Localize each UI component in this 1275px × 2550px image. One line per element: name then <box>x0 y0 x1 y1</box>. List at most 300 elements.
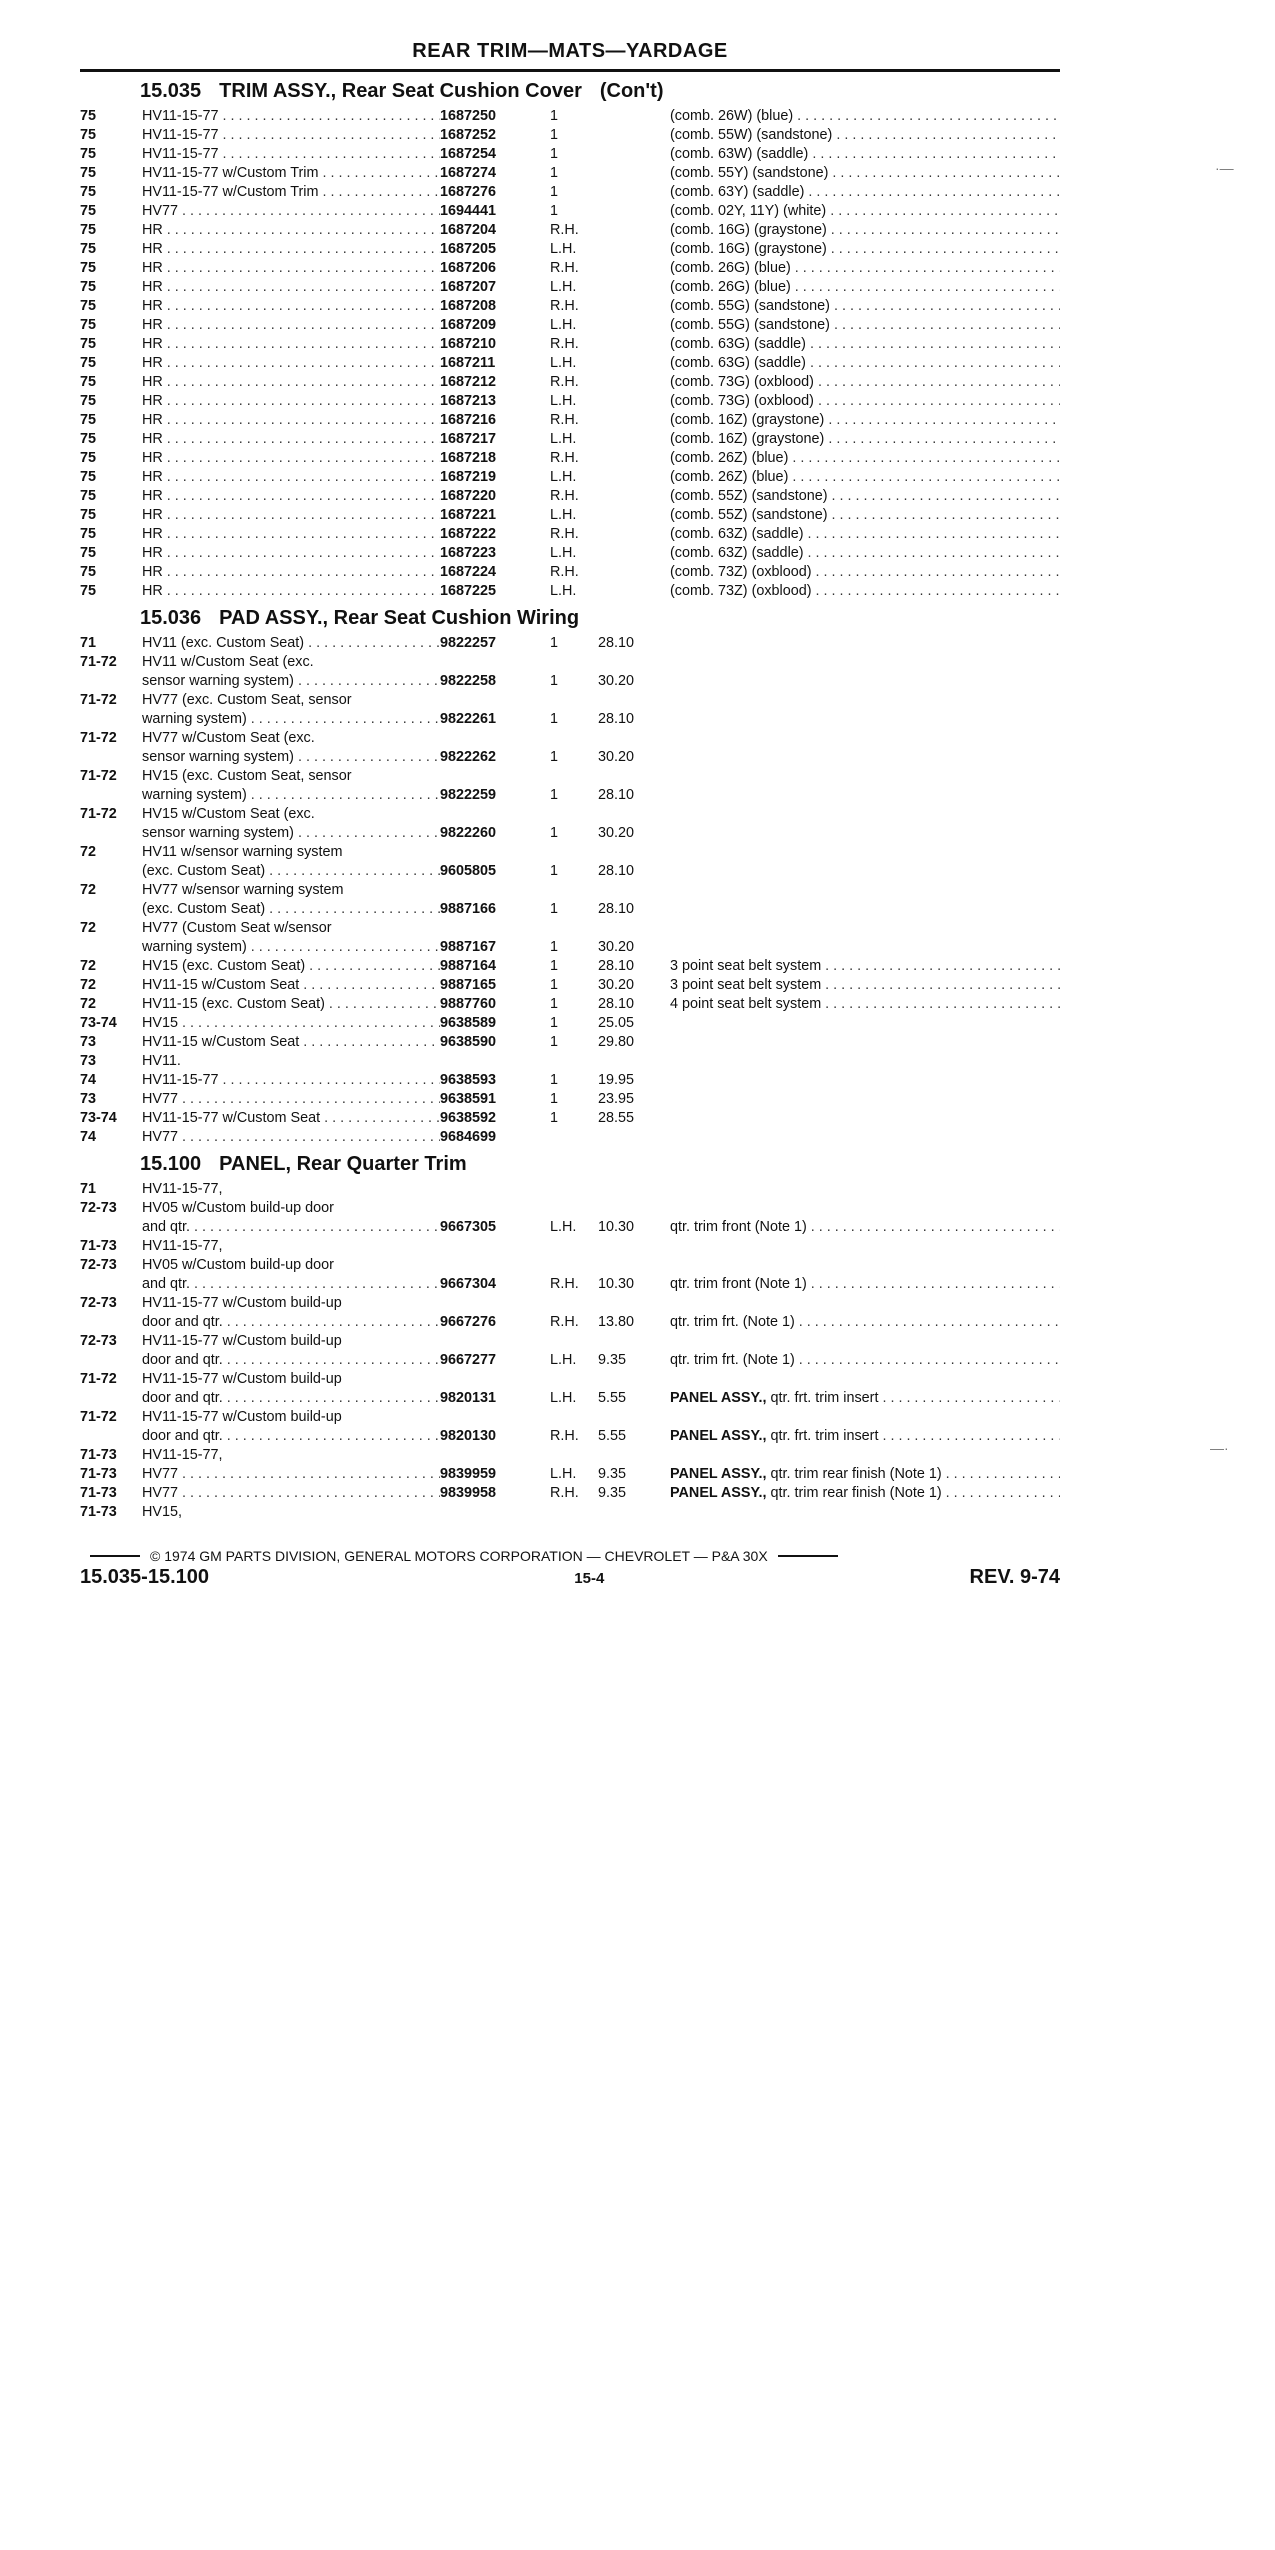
year-cell <box>80 710 142 729</box>
year-cell: 75 <box>80 374 97 390</box>
quantity-cell: R.H. <box>550 450 579 466</box>
quantity-cell: R.H. <box>550 526 579 542</box>
part-number-cell: 1687224 <box>440 564 497 580</box>
year-cell: 75 <box>80 222 97 238</box>
parts-table <box>80 1180 1060 1522</box>
year-cell: 75 <box>80 146 97 162</box>
table-row <box>80 843 1060 862</box>
note-cell: (comb. 63Z) (saddle) . . . <box>670 525 1060 544</box>
note-cell <box>670 881 1060 900</box>
description-cell: HR . . . <box>142 411 440 430</box>
note-cell: (comb. 16G) (graystone) . . . <box>670 240 1060 259</box>
year-cell: 73-74 <box>80 1015 117 1031</box>
year-cell: 73 <box>80 1053 97 1069</box>
description-cell: HR . . . <box>142 373 440 392</box>
price-cell <box>598 468 670 487</box>
year-cell: 72-73 <box>80 1295 117 1311</box>
description-cell: door and qtr. . . . <box>142 1389 440 1408</box>
part-number-cell <box>440 1199 550 1218</box>
part-number-cell: 1687205 <box>440 241 497 257</box>
section-heading: PAD ASSY., Rear Seat Cushion Wiring <box>219 607 580 629</box>
quantity-cell: L.H. <box>550 1219 577 1235</box>
part-number-cell <box>440 919 550 938</box>
footer-copyright: © 1974 GM PARTS DIVISION, GENERAL MOTORS CORPORATION — CHEVROLET — P&A 30X <box>150 1548 768 1564</box>
quantity-cell: R.H. <box>550 336 579 352</box>
year-cell: 71-72 <box>80 1371 117 1387</box>
part-number-cell: 1687217 <box>440 431 497 447</box>
footer-copyright-line <box>80 1548 1060 1564</box>
table-row <box>80 1275 1060 1294</box>
part-number-cell <box>440 729 550 748</box>
description-cell: HV11-15-77 . . . <box>142 1071 440 1090</box>
table-row <box>80 411 1060 430</box>
quantity-cell: L.H. <box>550 431 577 447</box>
note-cell: (comb. 63W) (saddle) . . . <box>670 145 1060 164</box>
part-number-cell: 1687220 <box>440 488 497 504</box>
part-number-cell <box>440 1237 550 1256</box>
part-number-cell: 9684699 <box>440 1129 497 1145</box>
note-cell <box>670 1294 1060 1313</box>
part-number-cell: 1687209 <box>440 317 497 333</box>
part-number-cell: 1687274 <box>440 165 497 181</box>
year-cell <box>80 786 142 805</box>
year-cell <box>80 824 142 843</box>
note-cell: (comb. 63Z) (saddle) . . . <box>670 544 1060 563</box>
table-row <box>80 1389 1060 1408</box>
price-cell <box>598 767 670 786</box>
description-cell: door and qtr. . . . <box>142 1351 440 1370</box>
part-number-cell: 9638590 <box>440 1034 497 1050</box>
description-cell: HV15 w/Custom Seat (exc. <box>142 806 315 822</box>
year-cell: 75 <box>80 564 97 580</box>
note-cell: 3 point seat belt system . . . <box>670 976 1060 995</box>
table-row <box>80 1294 1060 1313</box>
note-cell <box>670 938 1060 957</box>
description-cell: HV11-15-77 w/Custom Seat . . . <box>142 1109 440 1128</box>
table-row <box>80 1332 1060 1351</box>
part-number-cell: 1687207 <box>440 279 497 295</box>
table-row <box>80 957 1060 976</box>
quantity-cell: 1 <box>550 749 559 765</box>
description-cell: HV77 . . . <box>142 1090 440 1109</box>
part-number-cell: 1687221 <box>440 507 497 523</box>
table-row <box>80 1446 1060 1465</box>
note-cell: (comb. 16Z) (graystone) . . . <box>670 430 1060 449</box>
description-cell: warning system) . . . <box>142 786 440 805</box>
price-cell <box>598 278 670 297</box>
year-cell: 75 <box>80 279 97 295</box>
year-cell <box>80 862 142 881</box>
table-row <box>80 164 1060 183</box>
part-number-cell: 9822262 <box>440 749 497 765</box>
quantity-cell: 1 <box>550 787 559 803</box>
part-number-cell: 9822261 <box>440 711 497 727</box>
note-cell <box>670 1503 1060 1522</box>
description-cell: HR . . . <box>142 354 440 373</box>
table-row <box>80 430 1060 449</box>
description-cell: HV77 w/sensor warning system <box>142 882 344 898</box>
year-cell: 72 <box>80 996 97 1012</box>
quantity-cell: L.H. <box>550 317 577 333</box>
quantity-cell <box>550 1256 598 1275</box>
note-cell <box>670 1014 1060 1033</box>
quantity-cell: 1 <box>550 711 559 727</box>
description-cell: HV11-15-77 w/Custom Trim . . . <box>142 164 440 183</box>
part-number-cell: 9887167 <box>440 939 497 955</box>
part-number-cell: 1687208 <box>440 298 497 314</box>
price-cell: 30.20 <box>598 939 635 955</box>
part-number-cell <box>440 1256 550 1275</box>
part-number-cell: 1687216 <box>440 412 497 428</box>
price-cell <box>598 373 670 392</box>
table-row <box>80 1180 1060 1199</box>
note-cell <box>670 1180 1060 1199</box>
description-cell: HV11-15-77 . . . <box>142 107 440 126</box>
price-cell <box>598 430 670 449</box>
year-cell: 71-73 <box>80 1238 117 1254</box>
table-row <box>80 145 1060 164</box>
description-cell: HV11-15-77 . . . <box>142 145 440 164</box>
price-cell: 30.20 <box>598 977 635 993</box>
price-cell: 29.80 <box>598 1034 635 1050</box>
note-cell <box>670 1237 1060 1256</box>
part-number-cell: 9667276 <box>440 1314 497 1330</box>
quantity-cell <box>550 767 598 786</box>
note-cell: (comb. 63Y) (saddle) . . . <box>670 183 1060 202</box>
year-cell: 72-73 <box>80 1333 117 1349</box>
year-cell <box>80 1313 142 1332</box>
table-row <box>80 316 1060 335</box>
part-number-cell: 1687211 <box>440 355 496 371</box>
part-number-cell: 1687213 <box>440 393 497 409</box>
table-row <box>80 582 1060 601</box>
price-cell <box>598 544 670 563</box>
part-number-cell: 1687276 <box>440 184 497 200</box>
description-cell: and qtr. . . . <box>142 1275 440 1294</box>
table-row <box>80 297 1060 316</box>
description-cell: HV77 . . . <box>142 1465 440 1484</box>
note-cell <box>670 672 1060 691</box>
table-row <box>80 240 1060 259</box>
quantity-cell <box>550 843 598 862</box>
part-number-cell: 1687218 <box>440 450 497 466</box>
note-cell: (comb. 55G) (sandstone) . . . <box>670 316 1060 335</box>
description-cell: and qtr. . . . <box>142 1218 440 1237</box>
quantity-cell: 1 <box>550 1015 559 1031</box>
price-cell: 10.30 <box>598 1276 635 1292</box>
year-cell: 71-72 <box>80 806 117 822</box>
description-cell: sensor warning system) . . . <box>142 748 440 767</box>
note-cell: (comb. 02Y, 11Y) (white) . . . <box>670 202 1060 221</box>
part-number-cell: 1687206 <box>440 260 497 276</box>
note-cell: (comb. 55Y) (sandstone) . . . <box>670 164 1060 183</box>
note-cell <box>670 1408 1060 1427</box>
price-cell <box>598 843 670 862</box>
footer-revision: REV. 9-74 <box>969 1566 1060 1588</box>
description-cell: sensor warning system) . . . <box>142 672 440 691</box>
note-cell: qtr. trim frt. (Note 1) . . . <box>670 1351 1060 1370</box>
description-cell: HV77 (Custom Seat w/sensor <box>142 920 332 936</box>
price-cell: 9.35 <box>598 1485 627 1501</box>
note-cell: (comb. 63G) (saddle) . . . <box>670 354 1060 373</box>
year-cell: 75 <box>80 450 97 466</box>
quantity-cell: R.H. <box>550 374 579 390</box>
table-row <box>80 1109 1060 1128</box>
part-number-cell: 9638593 <box>440 1072 497 1088</box>
description-cell: HV11. <box>142 1053 181 1069</box>
description-cell: HV11-15-77 w/Custom build-up <box>142 1371 342 1387</box>
quantity-cell <box>550 1446 598 1465</box>
note-cell: 3 point seat belt system . . . <box>670 957 1060 976</box>
table-row <box>80 1218 1060 1237</box>
price-cell: 13.80 <box>598 1314 635 1330</box>
price-cell <box>598 316 670 335</box>
description-cell: HV11-15-77, <box>142 1447 223 1463</box>
quantity-cell: L.H. <box>550 279 577 295</box>
part-number-cell <box>440 881 550 900</box>
price-cell <box>598 1180 670 1199</box>
quantity-cell <box>550 919 598 938</box>
year-cell: 71 <box>80 635 97 651</box>
table-row <box>80 938 1060 957</box>
footer-rule-left <box>90 1555 140 1557</box>
header-rule <box>80 69 1060 72</box>
part-number-cell <box>440 1370 550 1389</box>
year-cell: 71-72 <box>80 730 117 746</box>
table-row <box>80 729 1060 748</box>
price-cell <box>598 202 670 221</box>
section-number: 15.100 <box>140 1153 202 1175</box>
table-row <box>80 107 1060 126</box>
description-cell: HV11-15 (exc. Custom Seat) . . . <box>142 995 440 1014</box>
description-cell: HR . . . <box>142 316 440 335</box>
description-cell: HV05 w/Custom build-up door <box>142 1257 334 1273</box>
price-cell <box>598 582 670 601</box>
description-cell: HV11-15-77, <box>142 1181 223 1197</box>
year-cell <box>80 1427 142 1446</box>
note-cell: PANEL ASSY., qtr. trim rear finish (Note 1) . . . <box>670 1465 1060 1484</box>
price-cell: 30.20 <box>598 749 635 765</box>
year-cell: 75 <box>80 241 97 257</box>
part-number-cell: 9887166 <box>440 901 497 917</box>
table-row <box>80 691 1060 710</box>
note-cell: PANEL ASSY., qtr. trim rear finish (Note 1) . . . <box>670 1484 1060 1503</box>
year-cell <box>80 748 142 767</box>
part-number-cell <box>440 1332 550 1351</box>
table-row <box>80 881 1060 900</box>
note-cell: (comb. 73Z) (oxblood) . . . <box>670 582 1060 601</box>
description-cell: HR . . . <box>142 525 440 544</box>
table-row <box>80 221 1060 240</box>
year-cell: 73 <box>80 1091 97 1107</box>
quantity-cell <box>550 653 598 672</box>
note-cell <box>670 1128 1060 1147</box>
description-cell: HR . . . <box>142 240 440 259</box>
year-cell: 75 <box>80 545 97 561</box>
year-cell: 75 <box>80 317 97 333</box>
year-cell: 75 <box>80 507 97 523</box>
year-cell: 72 <box>80 882 97 898</box>
quantity-cell: L.H. <box>550 469 577 485</box>
part-number-cell <box>440 1294 550 1313</box>
quantity-cell: L.H. <box>550 1466 577 1482</box>
parts-table <box>80 634 1060 1147</box>
price-cell <box>598 126 670 145</box>
description-cell: HR . . . <box>142 563 440 582</box>
description-cell: HV77 . . . <box>142 1484 440 1503</box>
part-number-cell: 1687254 <box>440 146 497 162</box>
table-row <box>80 710 1060 729</box>
note-cell: (comb. 16Z) (graystone) . . . <box>670 411 1060 430</box>
quantity-cell: L.H. <box>550 393 577 409</box>
price-cell <box>598 691 670 710</box>
table-row <box>80 1237 1060 1256</box>
quantity-cell: R.H. <box>550 564 579 580</box>
description-cell: HV77 . . . <box>142 1128 440 1147</box>
part-number-cell <box>440 1408 550 1427</box>
footer-rule-right <box>778 1555 838 1557</box>
note-cell <box>670 729 1060 748</box>
quantity-cell <box>550 1294 598 1313</box>
quantity-cell: 1 <box>550 146 559 162</box>
part-number-cell: 9887165 <box>440 977 497 993</box>
year-cell: 75 <box>80 393 97 409</box>
note-cell <box>670 824 1060 843</box>
part-number-cell <box>440 1052 550 1071</box>
note-cell <box>670 1090 1060 1109</box>
note-cell: (comb. 73Z) (oxblood) . . . <box>670 563 1060 582</box>
parts-table <box>80 107 1060 601</box>
note-cell: qtr. trim frt. (Note 1) . . . <box>670 1313 1060 1332</box>
year-cell: 71-72 <box>80 1409 117 1425</box>
price-cell <box>598 145 670 164</box>
price-cell: 19.95 <box>598 1072 635 1088</box>
description-cell: HV15 (exc. Custom Seat, sensor <box>142 768 352 784</box>
price-cell <box>598 1446 670 1465</box>
quantity-cell: L.H. <box>550 545 577 561</box>
price-cell <box>598 1128 670 1147</box>
quantity-cell <box>550 1128 598 1147</box>
price-cell <box>598 1370 670 1389</box>
price-cell: 28.10 <box>598 863 635 879</box>
quantity-cell <box>550 881 598 900</box>
note-cell <box>670 634 1060 653</box>
description-cell: HR . . . <box>142 297 440 316</box>
part-number-cell: 9822258 <box>440 673 497 689</box>
description-cell: warning system) . . . <box>142 938 440 957</box>
year-cell: 72 <box>80 958 97 974</box>
year-cell: 71-73 <box>80 1485 117 1501</box>
part-number-cell: 9638592 <box>440 1110 497 1126</box>
quantity-cell: 1 <box>550 939 559 955</box>
table-row <box>80 373 1060 392</box>
footer-section-range: 15.035-15.100 <box>80 1566 210 1588</box>
price-cell: 23.95 <box>598 1091 635 1107</box>
note-cell: (comb. 55G) (sandstone) . . . <box>670 297 1060 316</box>
part-number-cell: 1687204 <box>440 222 497 238</box>
quantity-cell <box>550 729 598 748</box>
description-cell: HR . . . <box>142 544 440 563</box>
part-number-cell: 9887760 <box>440 996 497 1012</box>
quantity-cell: 1 <box>550 673 559 689</box>
price-cell: 9.35 <box>598 1352 627 1368</box>
table-row <box>80 919 1060 938</box>
price-cell <box>598 164 670 183</box>
table-row <box>80 976 1060 995</box>
part-number-cell <box>440 843 550 862</box>
year-cell: 71-73 <box>80 1504 117 1520</box>
description-cell: HR . . . <box>142 582 440 601</box>
price-cell: 28.55 <box>598 1110 635 1126</box>
table-row <box>80 354 1060 373</box>
table-row <box>80 183 1060 202</box>
description-cell: HV11 (exc. Custom Seat) . . . <box>142 634 440 653</box>
quantity-cell: 1 <box>550 635 559 651</box>
table-row <box>80 487 1060 506</box>
table-row <box>80 862 1060 881</box>
description-cell: HV11-15-77, <box>142 1238 223 1254</box>
price-cell: 5.55 <box>598 1390 627 1406</box>
note-cell <box>670 843 1060 862</box>
price-cell <box>598 653 670 672</box>
quantity-cell: L.H. <box>550 1352 577 1368</box>
table-row <box>80 506 1060 525</box>
price-cell: 9.35 <box>598 1466 627 1482</box>
table-row <box>80 1503 1060 1522</box>
description-cell: HV77 . . . <box>142 202 440 221</box>
note-cell: PANEL ASSY., qtr. frt. trim insert . . . <box>670 1427 1060 1446</box>
table-row <box>80 748 1060 767</box>
description-cell: HR . . . <box>142 468 440 487</box>
price-cell: 28.10 <box>598 996 635 1012</box>
year-cell <box>80 1351 142 1370</box>
year-cell: 72 <box>80 977 97 993</box>
part-number-cell <box>440 691 550 710</box>
description-cell: HV15 (exc. Custom Seat) . . . <box>142 957 440 976</box>
table-row <box>80 1408 1060 1427</box>
note-cell <box>670 862 1060 881</box>
quantity-cell: 1 <box>550 165 559 181</box>
quantity-cell: 1 <box>550 1091 559 1107</box>
price-cell <box>598 487 670 506</box>
year-cell: 75 <box>80 469 97 485</box>
part-number-cell: 1687222 <box>440 526 497 542</box>
year-cell: 75 <box>80 260 97 276</box>
table-row <box>80 767 1060 786</box>
section-heading: PANEL, Rear Quarter Trim <box>219 1153 467 1175</box>
price-cell <box>598 563 670 582</box>
page-header-title: REAR TRIM—MATS—YARDAGE <box>412 40 728 62</box>
year-cell: 71-72 <box>80 654 117 670</box>
note-cell: (comb. 73G) (oxblood) . . . <box>670 392 1060 411</box>
table-row <box>80 1351 1060 1370</box>
part-number-cell <box>440 1446 550 1465</box>
table-row <box>80 1484 1060 1503</box>
description-cell: HV11-15-77 w/Custom Trim . . . <box>142 183 440 202</box>
table-row <box>80 1071 1060 1090</box>
table-row <box>80 259 1060 278</box>
table-row <box>80 468 1060 487</box>
table-row <box>80 1014 1060 1033</box>
part-number-cell: 9887164 <box>440 958 497 974</box>
price-cell <box>598 107 670 126</box>
table-row <box>80 824 1060 843</box>
quantity-cell: R.H. <box>550 412 579 428</box>
year-cell: 73-74 <box>80 1110 117 1126</box>
table-row <box>80 653 1060 672</box>
quantity-cell <box>550 1052 598 1071</box>
section-title <box>140 607 1060 630</box>
